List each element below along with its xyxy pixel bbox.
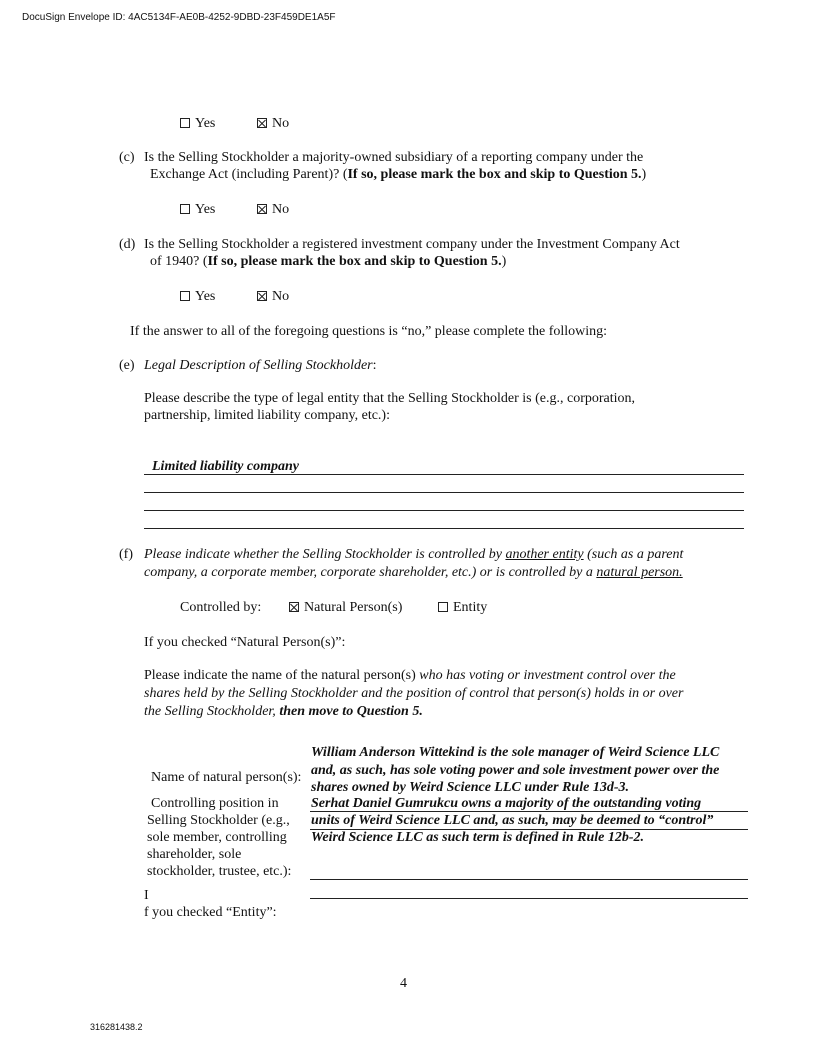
question-c-line1: Is the Selling Stockholder a majority-owned subsidiary of a reporting company under the xyxy=(144,150,644,165)
question-c-line2: Exchange Act (including Parent)? (If so, please mark the box and skip to Question 5.) xyxy=(150,167,647,182)
question-d-label: (d) xyxy=(119,237,136,252)
d-yes-option[interactable]: Yes xyxy=(180,289,215,305)
b-no-checkbox[interactable] xyxy=(257,118,267,128)
question-c-label: (c) xyxy=(119,150,135,165)
natural-person-option[interactable]: Natural Person(s) xyxy=(289,600,402,616)
position-answer-line: Weird Science LLC as such term is defined in Rule 12b-2. xyxy=(311,830,645,845)
position-answer-line: Serhat Daniel Gumrukcu owns a majority of the outstanding voting xyxy=(311,796,702,811)
question-e-desc-line2: partnership, limited liability company, etc.): xyxy=(144,408,390,423)
question-e-desc-line1: Please describe the type of legal entity that the Selling Stockholder is (e.g., corporation, xyxy=(144,391,636,406)
entity-option[interactable]: Entity xyxy=(438,600,487,616)
name-answer-line: shares owned by Weird Science LLC under Rule 13d-3. xyxy=(311,780,629,795)
foregoing-instruction: If the answer to all of the foregoing questions is “no,” please complete the following: xyxy=(130,324,608,339)
position-label-line: shareholder, sole xyxy=(147,847,242,862)
b-yes-checkbox[interactable] xyxy=(180,118,190,128)
position-label-line: Selling Stockholder (e.g., xyxy=(147,813,290,828)
answer-line-1 xyxy=(144,474,744,475)
page-number: 4 xyxy=(400,976,407,991)
if-natural-heading: If you checked “Natural Person(s)”: xyxy=(144,635,346,650)
name-answer-line: William Anderson Wittekind is the sole manager of Weird Science LLC xyxy=(311,745,720,760)
position-answer-line: units of Weird Science LLC and, as such, may be deemed to “control” xyxy=(311,813,714,828)
if-entity-heading-part1: I xyxy=(144,888,149,903)
name-answer-line: and, as such, has sole voting power and sole investment power over the xyxy=(311,763,720,778)
b-no-option[interactable]: No xyxy=(257,116,289,132)
c-yes-checkbox[interactable] xyxy=(180,204,190,214)
c-no-option[interactable]: No xyxy=(257,202,289,218)
position-line-3 xyxy=(310,879,748,880)
natural-person-checkbox[interactable] xyxy=(289,602,299,612)
natural-instruction-line1: Please indicate the name of the natural person(s) who has voting or investment control over the xyxy=(144,668,676,683)
answer-line-3 xyxy=(144,510,744,511)
question-f-line1: Please indicate whether the Selling Stockholder is controlled by another entity (such as a parent xyxy=(144,547,684,562)
position-label-line: stockholder, trustee, etc.): xyxy=(147,864,292,879)
legal-entity-answer[interactable]: Limited liability company xyxy=(152,459,299,474)
position-label-line: Controlling position in xyxy=(151,796,279,811)
question-e-label: (e) xyxy=(119,358,135,373)
envelope-id: DocuSign Envelope ID: 4AC5134F-AE0B-4252-9DBD-23F459DE1A5F xyxy=(22,12,336,23)
b-yes-option[interactable]: Yes xyxy=(180,116,215,132)
natural-instruction-line2: shares held by the Selling Stockholder and the position of control that person(s) holds in or over xyxy=(144,686,684,701)
question-f-label: (f) xyxy=(119,547,133,562)
question-d-line2: of 1940? (If so, please mark the box and skip to Question 5.) xyxy=(150,254,507,269)
c-no-checkbox[interactable] xyxy=(257,204,267,214)
if-entity-heading-part2: f you checked “Entity”: xyxy=(144,905,277,920)
d-yes-checkbox[interactable] xyxy=(180,291,190,301)
document-id: 316281438.2 xyxy=(90,1022,143,1032)
question-f-line2: company, a corporate member, corporate shareholder, etc.) or is controlled by a natural person. xyxy=(144,565,683,580)
answer-line-4 xyxy=(144,528,744,529)
d-no-option[interactable]: No xyxy=(257,289,289,305)
controlled-by-label: Controlled by: xyxy=(180,600,262,615)
question-d-line1: Is the Selling Stockholder a registered investment company under the Investment Company Act xyxy=(144,237,680,252)
position-label-line: sole member, controlling xyxy=(147,830,287,845)
natural-instruction-line3: the Selling Stockholder, then move to Question 5. xyxy=(144,704,423,719)
name-label: Name of natural person(s): xyxy=(151,770,302,785)
d-no-checkbox[interactable] xyxy=(257,291,267,301)
position-line-1 xyxy=(310,811,748,812)
question-e-title: Legal Description of Selling Stockholder: xyxy=(144,358,377,373)
entity-checkbox[interactable] xyxy=(438,602,448,612)
entity-answer-line xyxy=(310,898,748,899)
c-yes-option[interactable]: Yes xyxy=(180,202,215,218)
answer-line-2 xyxy=(144,492,744,493)
position-line-2 xyxy=(310,829,748,830)
